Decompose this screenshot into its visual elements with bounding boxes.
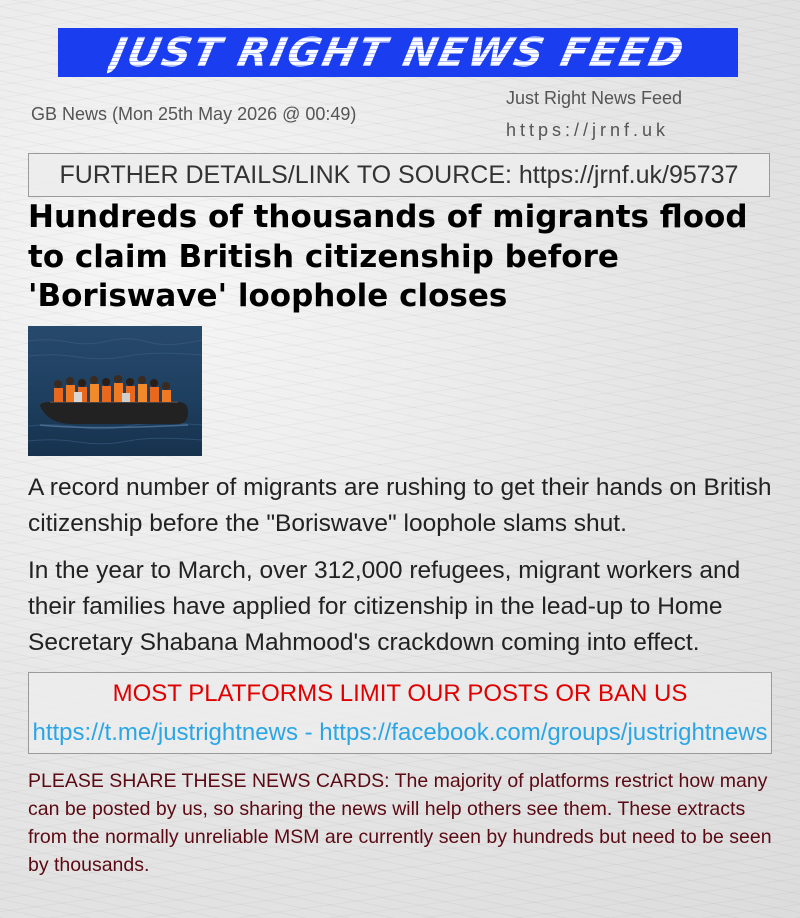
article-paragraph: A record number of migrants are rushing to get their hands on British citizenship before the "Boriswave" loophole slams shut.	[28, 474, 772, 537]
article-paragraph: In the year to March, over 312,000 refugees, migrant workers and their families have applied for citizenship in the lead-up to Home Secretary Shabana Mahmood's crackdown coming into effect.	[28, 557, 741, 656]
platform-warning: MOST PLATFORMS LIMIT OUR POSTS OR BAN US	[112, 680, 688, 707]
feed-url[interactable]: https://jrnf.uk	[506, 120, 670, 140]
platform-notice-box	[28, 672, 772, 754]
source-link-text[interactable]: FURTHER DETAILS/LINK TO SOURCE: https://jrnf.uk/95737	[59, 160, 739, 189]
site-banner	[58, 28, 738, 77]
feed-name: Just Right News Feed	[506, 88, 683, 108]
site-title: JUST RIGHT NEWS FEED	[106, 29, 690, 76]
article-headline: Hundreds of thousands of migrants flood to claim British citizenship before 'Boriswave' loophole closes	[28, 199, 748, 314]
source-link-box[interactable]	[28, 153, 770, 197]
social-links[interactable]: https://t.me/justrightnews - https://facebook.com/groups/justrightnews	[32, 719, 768, 746]
boat-illustration	[28, 326, 202, 456]
migrant-boat-photo	[28, 326, 202, 456]
share-request-note: PLEASE SHARE THESE NEWS CARDS: The majority of platforms restrict how many can be posted by us, so sharing the news will help others see them. These extracts from the normally unreliable MSM are currently seen by hundreds but need to be seen by thousands.	[28, 770, 772, 876]
source-and-date: GB News (Mon 25th May 2026 @ 00:49)	[31, 104, 357, 124]
